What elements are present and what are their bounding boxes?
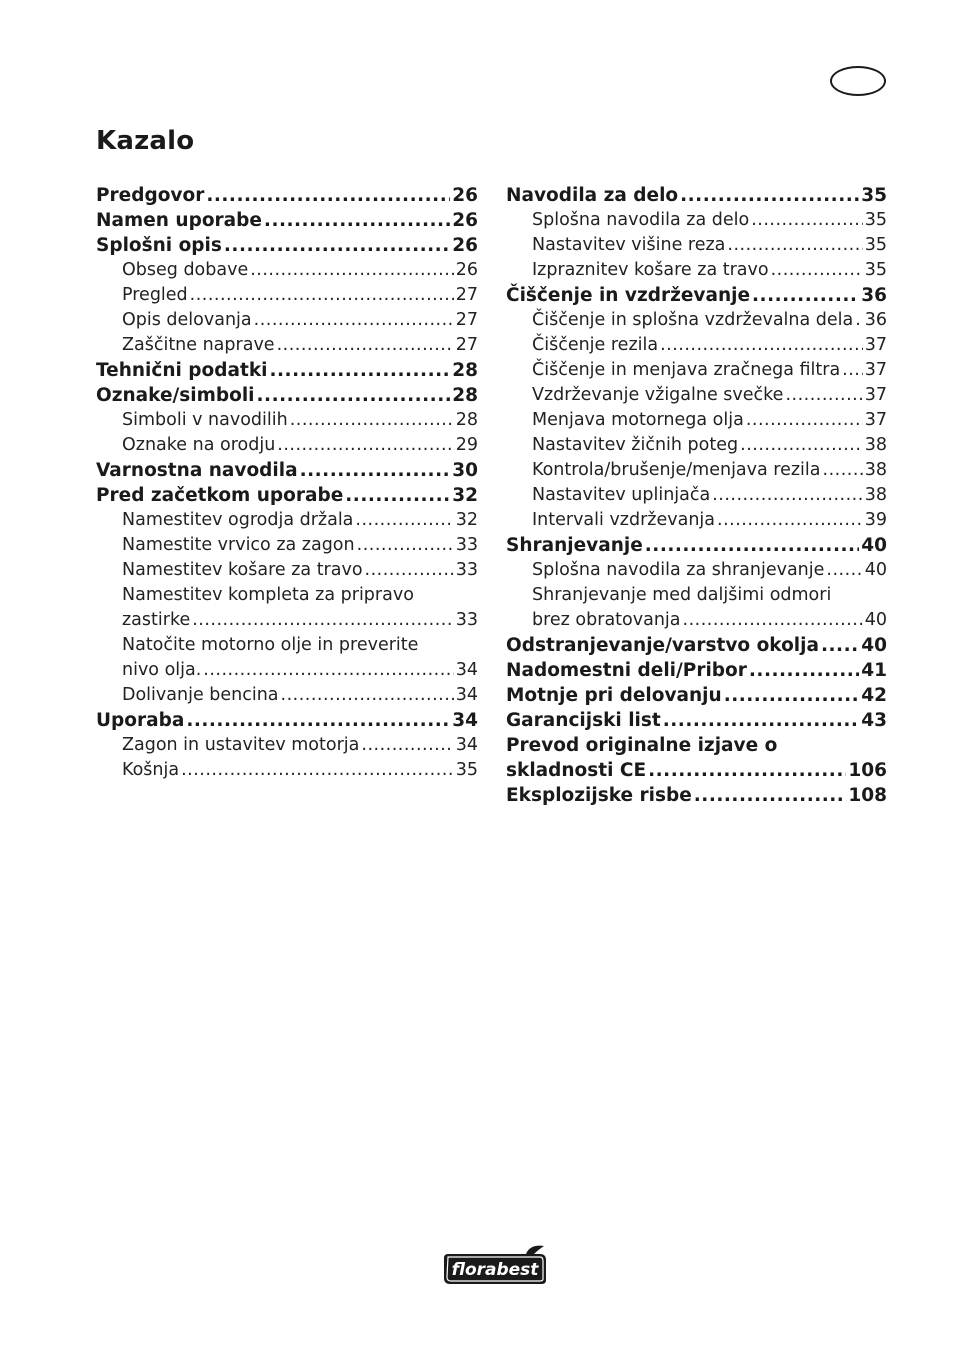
toc-entry-page: 40: [864, 610, 887, 630]
toc-leader-dots: [257, 383, 451, 408]
toc-leader-dots: [277, 433, 453, 458]
toc-entry-page: 26: [455, 260, 478, 280]
toc-entry-page: 26: [452, 235, 478, 256]
toc-entry-page: 28: [452, 360, 478, 381]
toc-entry-page: 41: [861, 660, 887, 681]
toc-entry-page: 38: [864, 460, 887, 480]
page-title: Kazalo: [96, 126, 195, 156]
toc-entry: [96, 658, 478, 683]
toc-entry-title: nivo olja.: [122, 660, 202, 680]
toc-entry-title: Intervali vzdrževanja: [532, 510, 715, 530]
toc-entry-title: Splošni opis: [96, 235, 222, 256]
toc-leader-dots: [683, 608, 863, 633]
toc-leader-dots: [254, 308, 454, 333]
toc-entry-title: Vzdrževanje vžigalne svečke: [532, 385, 784, 405]
florabest-logo: [440, 1244, 550, 1288]
toc-entry-title: Namestitev ogrodja držala: [122, 510, 354, 530]
toc-leader-dots: [190, 283, 454, 308]
toc-entry: [96, 183, 478, 208]
toc-entry-page: 40: [864, 560, 887, 580]
toc-leader-dots: [660, 333, 863, 358]
toc-entry-title: Zagon in ustavitev motorja: [122, 735, 360, 755]
toc-leader-dots: [355, 508, 453, 533]
toc-entry: [96, 733, 478, 758]
toc-entry-title: Splošna navodila za shranjevanje: [532, 560, 825, 580]
toc-entry: [506, 783, 887, 808]
toc-leader-dots: [749, 658, 859, 683]
toc-leader-dots: [648, 758, 846, 783]
toc-entry-page: 40: [861, 535, 887, 556]
toc-entry-title: Namestitev kompleta za pripravo: [122, 585, 414, 605]
toc-leader-dots: [345, 483, 450, 508]
toc-entry-title: Eksplozijske risbe: [506, 785, 692, 806]
toc-leader-dots: [645, 533, 859, 558]
toc-entry-page: 34: [455, 685, 478, 705]
toc-entry-title: zastirke: [122, 610, 191, 630]
toc-entry-title: Shranjevanje med daljšimi odmori: [532, 585, 832, 605]
toc-leader-dots: [264, 208, 450, 233]
toc-entry-title: Opis delovanja: [122, 310, 252, 330]
toc-entry: [506, 633, 887, 658]
toc-entry-title: Odstranjevanje/varstvo okolja: [506, 635, 819, 656]
toc-entry-title: Nastavitev žičnih poteg: [532, 435, 739, 455]
toc-entry-title: Čiščenje in splošna vzdrževalna dela: [532, 310, 854, 330]
toc-leader-dots: [752, 283, 859, 308]
toc-entry-page: 34: [452, 710, 478, 731]
toc-entry-title: Namestitev košare za travo: [122, 560, 363, 580]
toc-entry-title: Uporaba: [96, 710, 185, 731]
toc-entry-title: Čiščenje rezila: [532, 335, 659, 355]
toc-entry-page: 38: [864, 485, 887, 505]
toc-entry-page: 33: [455, 560, 478, 580]
toc-entry-title: Garancijski list: [506, 710, 661, 731]
toc-entry: [506, 458, 887, 483]
toc-entry: [506, 283, 887, 308]
toc-entry: [506, 183, 887, 208]
toc-entry: [96, 583, 478, 608]
toc-entry-page: 36: [864, 310, 887, 330]
toc-leader-dots: [181, 758, 454, 783]
toc-leader-dots: [663, 708, 860, 733]
toc-entry-page: 26: [452, 185, 478, 206]
toc-leader-dots: [192, 608, 453, 633]
toc-entry-page: 37: [864, 360, 887, 380]
toc-leader-dots: [771, 258, 863, 283]
toc-entry: [506, 583, 887, 608]
toc-entry-title: Oznake na orodju: [122, 435, 276, 455]
toc-entry: [506, 483, 887, 508]
toc-entry: [506, 308, 887, 333]
toc-entry: [96, 483, 478, 508]
toc-leader-dots: [186, 708, 450, 733]
toc-entry: [96, 633, 478, 658]
toc-entry-page: 33: [455, 535, 478, 555]
toc-entry-page: 42: [861, 685, 887, 706]
toc-leader-dots: [740, 433, 863, 458]
toc-entry-title: Predgovor: [96, 185, 205, 206]
toc-leader-dots: [269, 358, 450, 383]
toc-entry-title: Kontrola/brušenje/menjava rezila: [532, 460, 821, 480]
toc-entry-title: Prevod originalne izjave o: [506, 735, 778, 756]
toc-entry-page: 37: [864, 385, 887, 405]
toc-leader-dots: [751, 208, 863, 233]
toc-entry-title: Nadomestni deli/Pribor: [506, 660, 747, 681]
toc-entry: [96, 608, 478, 633]
toc-leader-dots: [277, 333, 454, 358]
toc-entry-page: 28: [455, 410, 478, 430]
toc-entry: [506, 233, 887, 258]
toc-entry-page: 37: [864, 410, 887, 430]
toc-entry: [96, 333, 478, 358]
toc-entry-page: 35: [861, 185, 887, 206]
toc-entry-title: Pred začetkom uporabe: [96, 485, 344, 506]
toc-entry-page: 35: [864, 210, 887, 230]
toc-entry-title: Menjava motornega olja: [532, 410, 744, 430]
toc-entry: [506, 358, 887, 383]
toc-entry: [96, 708, 478, 733]
toc-entry: [96, 508, 478, 533]
toc-entry-title: Oznake/simboli: [96, 385, 255, 406]
toc-entry-page: 26: [452, 210, 478, 231]
toc-entry-page: 27: [455, 335, 478, 355]
toc-entry-title: Obseg dobave: [122, 260, 249, 280]
toc-leader-dots: [203, 658, 453, 683]
toc-entry: [506, 433, 887, 458]
toc-leader-dots: [821, 633, 859, 658]
toc-entry: [96, 358, 478, 383]
toc-leader-dots: [250, 258, 454, 283]
toc-entry-page: 43: [861, 710, 887, 731]
toc-entry: [506, 683, 887, 708]
toc-leader-dots: [357, 533, 454, 558]
toc-entry: [506, 658, 887, 683]
toc-leader-dots: [694, 783, 847, 808]
toc-entry-page: 30: [452, 460, 478, 481]
toc-leader-dots: [746, 408, 863, 433]
toc-entry: [506, 208, 887, 233]
toc-leader-dots: [680, 183, 859, 208]
toc-entry-page: 35: [864, 235, 887, 255]
toc-entry: [506, 558, 887, 583]
toc-entry: [506, 608, 887, 633]
toc-entry-page: 34: [455, 735, 478, 755]
toc-leader-dots: [300, 458, 451, 483]
toc-entry: [96, 383, 478, 408]
toc-entry: [96, 308, 478, 333]
toc-entry-page: 37: [864, 335, 887, 355]
toc-entry-title: Pregled: [122, 285, 188, 305]
toc-entry-title: Dolivanje bencina: [122, 685, 279, 705]
toc-entry-page: 106: [848, 760, 887, 781]
toc-entry-page: 27: [455, 285, 478, 305]
toc-entry: [506, 708, 887, 733]
toc-entry: [96, 208, 478, 233]
toc-entry-page: 28: [452, 385, 478, 406]
toc-leader-dots: [224, 233, 450, 258]
toc-entry-title: Zaščitne naprave: [122, 335, 275, 355]
toc-entry-title: Čiščenje in menjava zračnega filtra: [532, 360, 841, 380]
toc-entry-title: Motnje pri delovanju: [506, 685, 722, 706]
toc-leader-dots: [724, 683, 860, 708]
toc-entry: [506, 758, 887, 783]
toc-entry-page: 38: [864, 435, 887, 455]
toc-entry: [506, 408, 887, 433]
toc-entry-title: Košnja: [122, 760, 180, 780]
toc-entry: [96, 258, 478, 283]
toc-entry-page: 27: [455, 310, 478, 330]
toc-leader-dots: [290, 408, 454, 433]
toc-entry: [506, 333, 887, 358]
toc-entry-page: 35: [455, 760, 478, 780]
toc-entry: [96, 283, 478, 308]
toc-leader-dots: [826, 558, 862, 583]
toc-entry-title: Tehnični podatki: [96, 360, 268, 381]
toc-leader-dots: [823, 458, 863, 483]
toc-entry: [96, 233, 478, 258]
toc-entry: [96, 683, 478, 708]
toc-leader-dots: [727, 233, 862, 258]
toc-entry-title: Splošna navodila za delo: [532, 210, 750, 230]
toc-entry: [506, 383, 887, 408]
toc-entry-title: Varnostna navodila: [96, 460, 298, 481]
toc-entry-page: 32: [452, 485, 478, 506]
toc-right-column: [506, 183, 887, 808]
toc-entry: [96, 758, 478, 783]
toc-leader-dots: [855, 308, 862, 333]
toc-leader-dots: [206, 183, 450, 208]
toc-entry-title: skladnosti CE: [506, 760, 647, 781]
toc-entry-title: Navodila za delo: [506, 185, 679, 206]
toc-entry-page: 108: [848, 785, 887, 806]
toc-entry: [96, 433, 478, 458]
toc-leader-dots: [712, 483, 862, 508]
toc-entry-page: 34: [455, 660, 478, 680]
toc-entry: [506, 733, 887, 758]
toc-leader-dots: [361, 733, 453, 758]
toc-entry-title: brez obratovanja: [532, 610, 681, 630]
toc-entry: [506, 508, 887, 533]
toc-entry-title: Namen uporabe: [96, 210, 262, 231]
toc-entry: [96, 533, 478, 558]
toc-leader-dots: [717, 508, 863, 533]
toc-leader-dots: [785, 383, 862, 408]
toc-entry-page: 40: [861, 635, 887, 656]
toc-entry-title: Natočite motorno olje in preverite: [122, 635, 419, 655]
toc-entry-page: 32: [455, 510, 478, 530]
toc-entry-page: 33: [455, 610, 478, 630]
toc-entry-title: Namestite vrvico za zagon: [122, 535, 355, 555]
toc-entry-title: Čiščenje in vzdrževanje: [506, 285, 751, 306]
toc-entry: [96, 458, 478, 483]
toc-entry-page: 35: [864, 260, 887, 280]
toc-entry: [506, 258, 887, 283]
toc-entry-title: Nastavitev višine reza: [532, 235, 726, 255]
toc-entry-page: 39: [864, 510, 887, 530]
toc-leader-dots: [281, 683, 454, 708]
toc-leader-dots: [842, 358, 863, 383]
toc-left-column: [96, 183, 478, 783]
toc-entry-page: 36: [861, 285, 887, 306]
toc-entry-title: Nastavitev uplinjača: [532, 485, 711, 505]
language-badge: [830, 66, 886, 96]
logo-text: florabest: [451, 1260, 539, 1280]
toc-entry: [96, 408, 478, 433]
toc-leader-dots: [365, 558, 454, 583]
toc-entry-title: Simboli v navodilih: [122, 410, 288, 430]
toc-entry: [506, 533, 887, 558]
toc-entry-title: Shranjevanje: [506, 535, 643, 556]
toc-entry: [96, 558, 478, 583]
toc-entry-title: Izpraznitev košare za travo: [532, 260, 769, 280]
toc-entry-page: 29: [455, 435, 478, 455]
